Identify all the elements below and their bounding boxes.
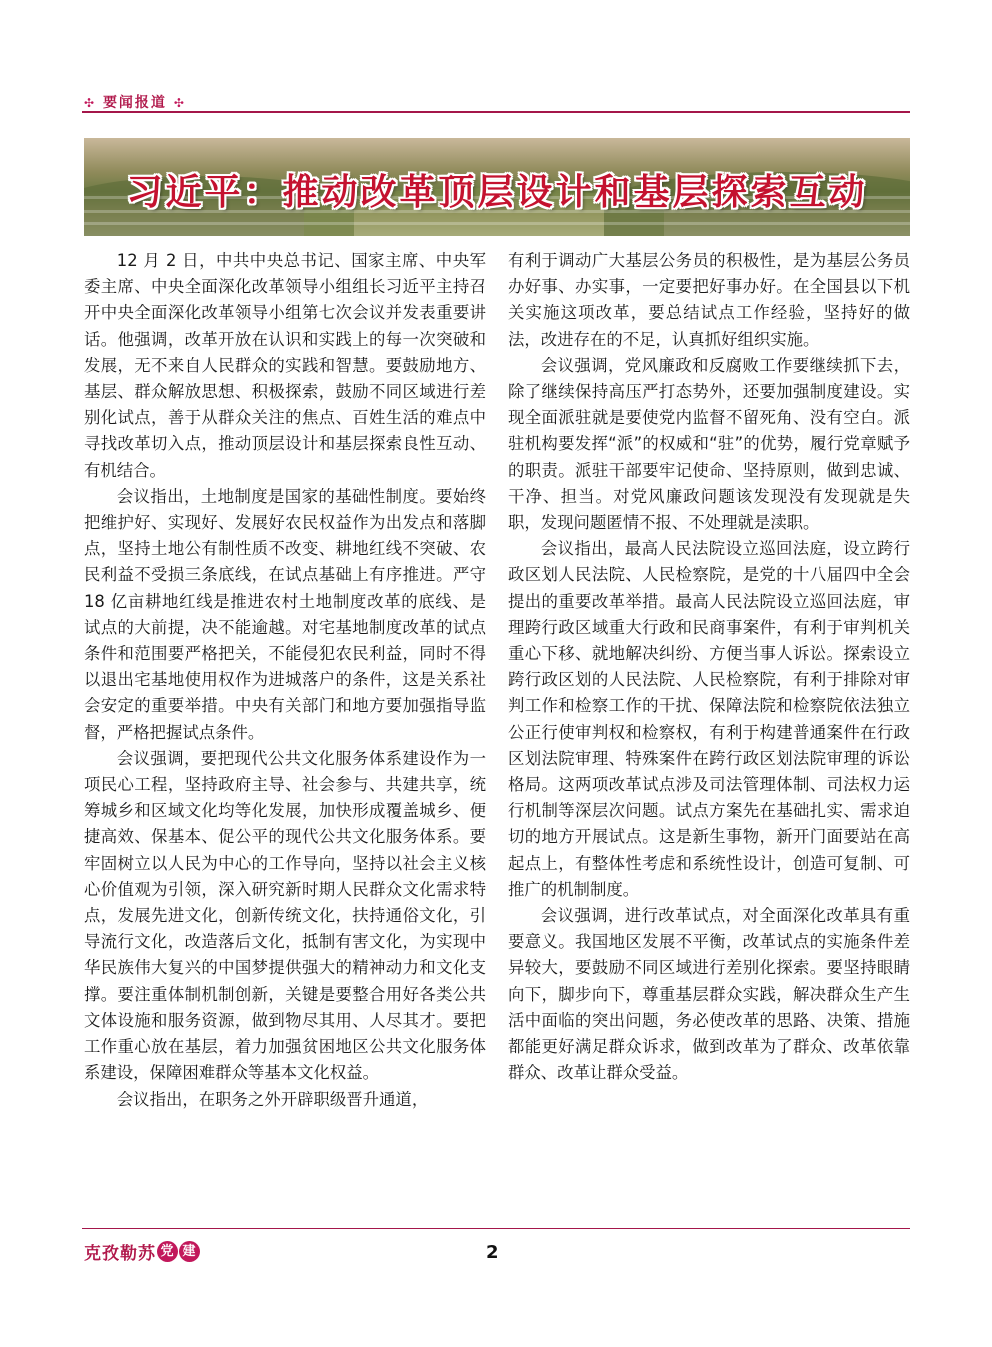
footer-divider [82,1228,910,1229]
article-paragraph: 会议强调，党风廉政和反腐败工作要继续抓下去，除了继续保持高压严打态势外，还要加强制度建设。实现全面派驻就是要使党内监督不留死角、没有空白。派驻机构要发挥“派”的权威和“驻”的优势，履行党章赋予的职责。派驻干部要牢记使命、坚持原则，做到忠诚、干净、担当。对党风廉政问题该发现没有发现就是失职，发现问题匿情不报、不处理就是渎职。 [508,355,910,533]
article-column-left [84,248,486,1113]
flower-icon: ✣ [84,96,97,110]
article-paragraph-continued: 有利于调动广大基层公务员的积极性，是为基层公务员办好事、办实事，一定要把好事办好。在全国县以下机关实施这项改革，要总结试点工作经验，坚持好的做法，改进存在的不足，认真抓好组织实施。 [508,251,910,349]
article-paragraph: 会议指出，最高人民法院设立巡回法庭，设立跨行政区划人民法院、人民检察院，是党的十八届四中全会提出的重要改革举措。最高人民法院设立巡回法庭，审理跨行政区域重大行政和民商事案件，有利于审判机关重心下移、就地解决纠纷、方便当事人诉讼。探索设立跨行政区划的人民法院、人民检察院，有利于排除对审判工作和检察工作的干扰、保障法院和检察院依法独立公正行使审判权和检察权，有利于构建普通案件在行政区划法院审理、特殊案件在跨行政区划法院审理的诉讼格局。这两项改革试点涉及司法管理体制、司法权力运行机制等深层次问题。试点方案先在基础扎实、需求迫切的地方开展试点。这是新生事物，新开门面要站在高起点上，有整体性考虑和系统性设计，创造可复制、可推广的机制制度。 [508,539,910,899]
party-badge: 党 [157,1241,178,1262]
section-tag [84,92,186,112]
article-paragraph: 12 月 2 日，中共中央总书记、国家主席、中央军委主席、中央全面深化改革领导小组组长习近平主持召开中央全面深化改革领导小组第七次会议并发表重要讲话。他强调，改革开放在认识和实践上的每一次突破和发展，无不来自人民群众的实践和智慧。要鼓励地方、基层、群众解放思想、积极探索，鼓励不同区域进行差别化试点，善于从群众关注的焦点、百姓生活的难点中寻找改革切入点，推动顶层设计和基层探索良性互动、有机结合。 [84,251,486,480]
article-paragraph: 会议指出，在职务之外开辟职级晋升通道， [116,1089,429,1109]
publication-name: 克孜勒苏 [84,1244,156,1264]
page-number: 2 [486,1242,499,1263]
banner-terrace [84,222,910,225]
title-banner [84,138,910,236]
article-column-right [508,248,910,1087]
article-paragraph: 会议强调，要把现代公共文化服务体系建设作为一项民心工程，坚持政府主导、社会参与、共建共享，统筹城乡和区域文化均等化发展，加快形成覆盖城乡、便捷高效、保基本、促公平的现代公共文化服务体系。要牢固树立以人民为中心的工作导向，坚持以社会主义核心价值观为引领，深入研究新时期人民群众文化需求特点，发展先进文化，创新传统文化，扶持通俗文化，引导流行文化，改造落后文化，抵制有害文化，为实现中华民族伟大复兴的中国梦提供强大的精神动力和文化支撑。要注重体制机制创新，关键是要整合用好各类公共文体设施和服务资源，做到物尽其用、人尽其才。要把工作重心放在基层，着力加强贫困地区公共文化服务体系建设，保障困难群众等基本文化权益。 [84,748,486,1083]
article-paragraph: 会议强调，进行改革试点，对全面深化改革具有重要意义。我国地区发展不平衡，改革试点的实施条件差异较大，要鼓励不同区域进行差别化探索。要坚持眼睛向下，脚步向下，尊重基层群众实践，解决群众生产生活中面临的突出问题，务必使改革的思路、决策、措施都能更好满足群众诉求，做到改革为了群众、改革依靠群众、改革让群众受益。 [508,906,910,1083]
build-badge: 建 [179,1241,200,1262]
header-divider [82,111,910,113]
publication-logo [84,1239,200,1264]
flower-icon: ✣ [173,96,186,110]
article-paragraph: 会议指出，土地制度是国家的基础性制度。要始终把维护好、实现好、发展好农民权益作为出发点和落脚点，坚持土地公有制性质不改变、耕地红线不突破、农民利益不受损三条底线，在试点基础上有序推进。严守 18 亿亩耕地红线是推进农村土地制度改革的底线、是试点的大前提，决不能逾越。对宅基地制度改革的试点条件和范围要严格把关，不能侵犯农民利益，同时不得以退出宅基地使用权作为进城落户的条件，这是关系社会安定的重要举措。中央有关部门和地方要加强指导监督，严格把握试点条件。 [84,486,486,742]
article-title: 习近平：推动改革顶层设计和基层探索互动 [126,172,868,213]
section-label: 要闻报道 [102,95,167,111]
